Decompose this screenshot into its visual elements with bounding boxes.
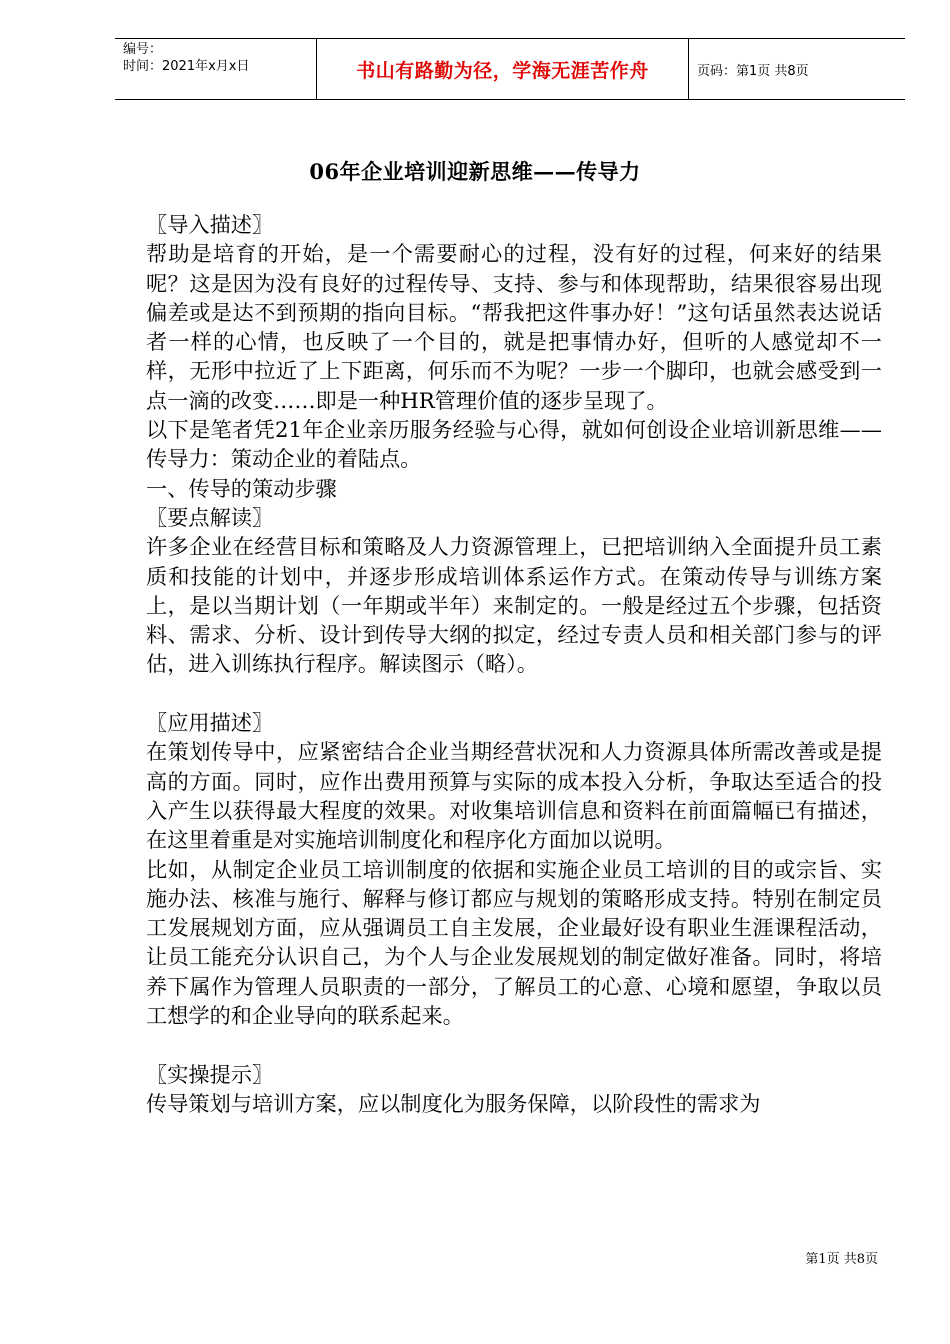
header-slogan: 书山有路勤为径，学海无涯苦作舟 bbox=[317, 39, 689, 99]
page-header bbox=[115, 38, 905, 100]
document-time-label: 时间：2021年x月x日 bbox=[123, 59, 250, 74]
blank-line bbox=[146, 679, 882, 708]
section-heading-intro: 〖导入描述〗 bbox=[146, 212, 274, 237]
header-meta bbox=[115, 39, 317, 99]
paragraph: 以下是笔者凭21年企业亲历服务经验与心得，就如何创设企业培训新思维——传导力：策动企业的着陆点。 bbox=[146, 417, 882, 472]
page-footer: 第1页 共8页 bbox=[805, 1252, 878, 1267]
section-heading-practice-tips: 〖实操提示〗 bbox=[146, 1061, 274, 1087]
section-heading-key-points: 〖要点解读〗 bbox=[146, 504, 274, 530]
section-heading: 一、传导的策动步骤 bbox=[146, 475, 337, 501]
document-body bbox=[146, 210, 882, 1118]
paragraph: 在策划传导中，应紧密结合企业当期经营状况和人力资源具体所需改善或是提高的方面。同时，应作出费用预算与实际的成本投入分析，争取达至适合的投入产生以获得最大程度的效果。对收集培训信息和资料在前面篇幅已有描述，在这里着重是对实施培训制度化和程序化方面加以说明。 bbox=[146, 739, 882, 853]
paragraph: 许多企业在经营目标和策略及人力资源管理上，已把培训纳入全面提升员工素质和技能的计划中，并逐步形成培训体系运作方式。在策动传导与训练方案上，是以当期计划（一年期或半年）来制定的。一般是经过五个步骤，包括资料、需求、分析、设计到传导大纲的拟定，经过专责人员和相关部门参与的评估，进入训练执行程序。解读图示（略）。 bbox=[146, 534, 882, 677]
document-number-label: 编号： bbox=[123, 42, 163, 57]
paragraph: 传导策划与培训方案，应以制度化为服务保障，以阶段性的需求为 bbox=[146, 1090, 761, 1116]
header-page-info: 页码：第1页 共8页 bbox=[697, 63, 809, 79]
paragraph: 比如，从制定企业员工培训制度的依据和实施企业员工培训的目的或宗旨、实施办法、核准与施行、解释与修订都应与规划的策略形成支持。特别在制定员工发展规划方面，应从强调员工自主发展，企业最好设有职业生涯课程活动，让员工能充分认识自己，为个人与企业发展规划的制定做好准备。同时，将培养下属作为管理人员职责的一部分，了解员工的心意、心境和愿望，争取以员工想学的和企业导向的联系起来。 bbox=[146, 856, 882, 1029]
document-title: 06年企业培训迎新思维——传导力 bbox=[309, 159, 641, 184]
section-heading-application: 〖应用描述〗 bbox=[146, 710, 274, 736]
blank-line bbox=[146, 1030, 882, 1059]
paragraph: 帮助是培育的开始，是一个需要耐心的过程，没有好的过程，何来好的结果呢？这是因为没有良好的过程传导、支持、参与和体现帮助，结果很容易出现偏差或是达不到预期的指向目标。“帮我把这件事办好！”这句话虽然表达说话者一样的心情，也反映了一个目的，就是把事情办好，但听的人感觉却不一样，无形中拉近了上下距离，何乐而不为呢？一步一个脚印，也就会感受到一点一滴的改变……即是一种HR管理价值的逐步呈现了。 bbox=[146, 241, 882, 413]
